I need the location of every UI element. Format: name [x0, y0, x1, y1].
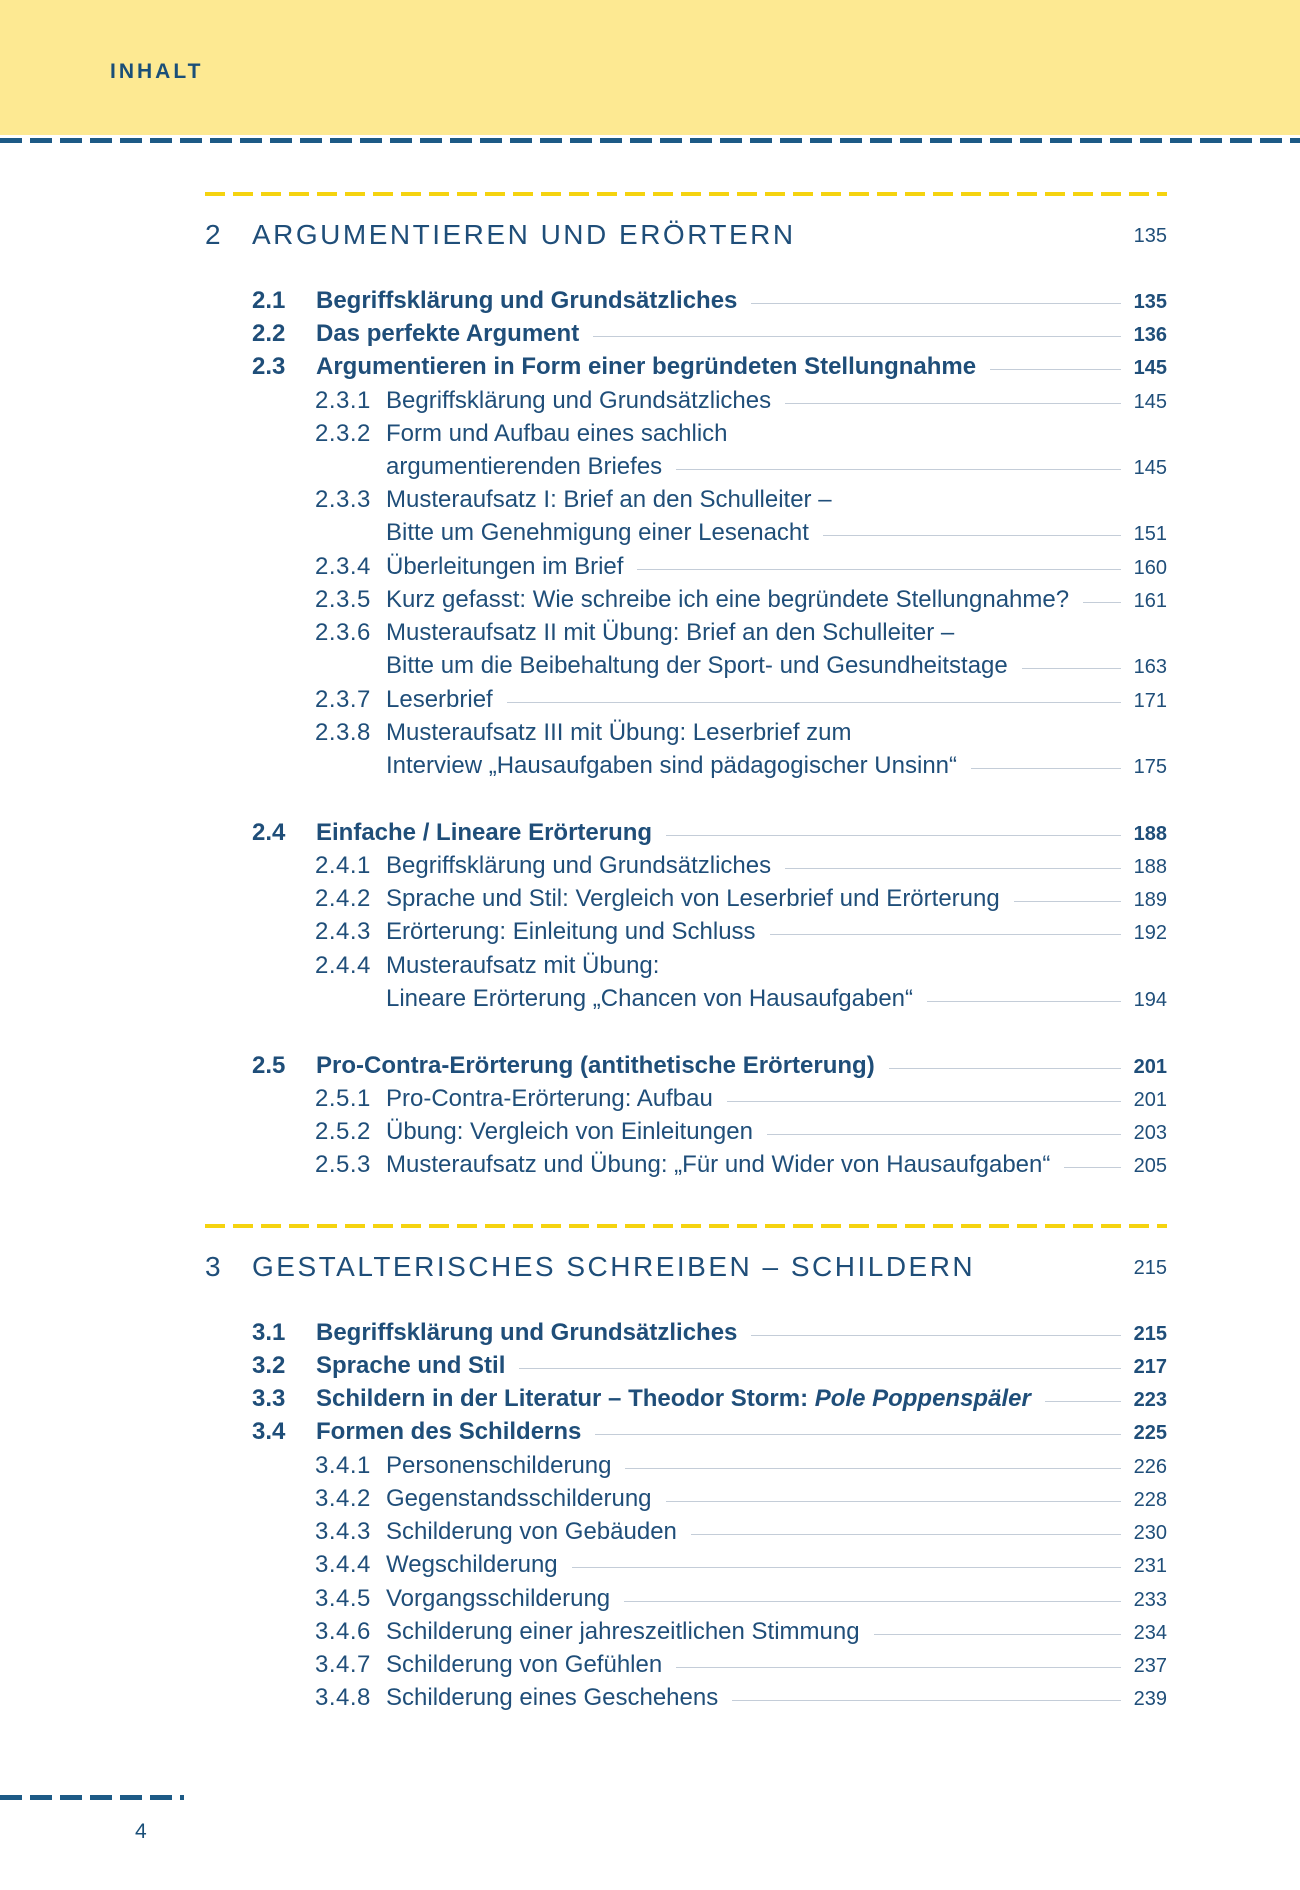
- page-ref: 228: [1133, 1489, 1167, 1511]
- chapter-number: 2: [205, 219, 223, 250]
- page-ref: 215: [1133, 1323, 1167, 1345]
- page-ref: 203: [1133, 1122, 1167, 1144]
- toc-subsection[interactable]: [315, 1618, 1167, 1652]
- subsection-number: 3.4.3: [315, 1518, 371, 1545]
- section-title: Begriffsklärung und Grundsätzliches: [316, 1319, 738, 1346]
- page-ref: 135: [1133, 225, 1167, 247]
- toc-subsection[interactable]: [315, 752, 1167, 786]
- dot-leader: [927, 1001, 1121, 1002]
- page-ref: 226: [1133, 1456, 1167, 1478]
- page-ref: 145: [1133, 357, 1167, 379]
- section-title: Sprache und Stil: [316, 1352, 506, 1379]
- section-title: [316, 1385, 1031, 1413]
- page-ref: 201: [1133, 1056, 1167, 1078]
- page-ref: 239: [1133, 1688, 1167, 1710]
- page-ref: 233: [1133, 1589, 1167, 1611]
- subsection-title-line1: Form und Aufbau eines sachlich: [386, 420, 728, 447]
- dot-leader: [823, 535, 1121, 536]
- dot-leader: [572, 1567, 1121, 1568]
- subsection-number: 2.3.5: [315, 586, 371, 613]
- toc-subsection[interactable]: [315, 1452, 1167, 1486]
- subsection-title: Schilderung einer jahreszeitlichen Stimmung: [386, 1618, 860, 1645]
- subsection-title: Schilderung eines Geschehens: [386, 1684, 719, 1711]
- section-number: 3.2: [252, 1352, 286, 1379]
- subsection-title: Personenschilderung: [386, 1452, 612, 1479]
- toc-subsection[interactable]: [315, 453, 1167, 487]
- chapter-heading[interactable]: [205, 219, 1167, 259]
- dot-leader: [676, 1667, 1121, 1668]
- dot-leader: [727, 1101, 1121, 1102]
- subsection-title-line2: Lineare Erörterung „Chancen von Hausaufgaben“: [386, 985, 914, 1012]
- page-ref: 136: [1133, 324, 1167, 346]
- page-ref: 217: [1133, 1356, 1167, 1378]
- section-title: Argumentieren in Form einer begründeten Stellungnahme: [316, 353, 977, 380]
- toc-subsection[interactable]: [315, 387, 1167, 421]
- dot-leader: [751, 1335, 1121, 1336]
- toc-subsection[interactable]: [315, 918, 1167, 952]
- page-ref: 160: [1133, 557, 1167, 579]
- toc-subsection[interactable]: [315, 1585, 1167, 1619]
- subsection-number: 2.3.8: [315, 719, 371, 746]
- section-title: Pro-Contra-Erörterung (antithetische Erörterung): [316, 1052, 875, 1079]
- dot-leader: [732, 1700, 1121, 1701]
- page-ref: 205: [1133, 1155, 1167, 1177]
- subsection-title-line2: Bitte um die Beibehaltung der Sport- und Gesundheitstage: [386, 652, 1008, 679]
- toc-subsection[interactable]: [315, 1085, 1167, 1119]
- subsection-title: Leserbrief: [386, 686, 493, 713]
- subsection-title: Pro-Contra-Erörterung: Aufbau: [386, 1085, 713, 1112]
- subsection-number: 3.4.6: [315, 1618, 371, 1645]
- subsection-title: Kurz gefasst: Wie schreibe ich eine begründete Stellungnahme?: [386, 586, 1070, 613]
- toc-section[interactable]: [252, 819, 1167, 853]
- toc-subsection[interactable]: [315, 852, 1167, 886]
- subsection-title: Erörterung: Einleitung und Schluss: [386, 918, 756, 945]
- dot-leader: [1014, 901, 1121, 902]
- dot-leader: [676, 469, 1121, 470]
- page-ref: 230: [1133, 1522, 1167, 1544]
- subsection-title: Musteraufsatz und Übung: „Für und Wider von Hausaufgaben“: [386, 1151, 1051, 1178]
- chapter-number: 3: [205, 1251, 223, 1282]
- dot-leader: [637, 569, 1121, 570]
- page-ref: 231: [1133, 1555, 1167, 1577]
- toc-section[interactable]: [252, 353, 1167, 387]
- subsection-title-line1: Musteraufsatz mit Übung:: [386, 952, 660, 979]
- dot-leader: [1064, 1167, 1121, 1168]
- toc-subsection[interactable]: [315, 652, 1167, 686]
- section-number: 2.2: [252, 320, 286, 347]
- chapter-divider: [205, 1224, 1167, 1228]
- section-title: Begriffsklärung und Grundsätzliches: [316, 287, 738, 314]
- dot-leader: [666, 1501, 1121, 1502]
- toc-subsection[interactable]: [315, 1684, 1167, 1718]
- toc-section[interactable]: [252, 320, 1167, 354]
- dot-leader: [874, 1634, 1121, 1635]
- subsection-title: Sprache und Stil: Vergleich von Leserbrief und Erörterung: [386, 885, 1000, 912]
- subsection-number: 2.3.3: [315, 486, 371, 513]
- toc-subsection[interactable]: [315, 519, 1167, 553]
- section-number: 2.1: [252, 287, 286, 314]
- toc-subsection[interactable]: [315, 1118, 1167, 1152]
- dot-leader: [1045, 1401, 1121, 1402]
- page-number: 4: [135, 1820, 147, 1843]
- subsection-title-line1: Musteraufsatz III mit Übung: Leserbrief zum: [386, 719, 852, 746]
- subsection-title: Vorgangsschilderung: [386, 1585, 611, 1612]
- section-title: Das perfekte Argument: [316, 320, 580, 347]
- dot-leader: [507, 702, 1121, 703]
- dot-leader: [889, 1068, 1121, 1069]
- subsection-number: 3.4.4: [315, 1551, 371, 1578]
- section-title-italic: Pole Poppenspäler: [814, 1385, 1031, 1412]
- toc-subsection[interactable]: [315, 553, 1167, 587]
- section-number: 2.3: [252, 353, 286, 380]
- toc-subsection[interactable]: [315, 885, 1167, 919]
- subsection-title: Überleitungen im Brief: [386, 553, 624, 580]
- subsection-number: 3.4.5: [315, 1585, 371, 1612]
- footer-divider: [0, 1795, 184, 1800]
- toc-section[interactable]: [252, 1052, 1167, 1086]
- subsection-title-line2: Bitte um Genehmigung einer Lesenacht: [386, 519, 809, 546]
- toc-subsection[interactable]: [315, 1518, 1167, 1552]
- dot-leader: [785, 403, 1121, 404]
- subsection-number: 2.3.1: [315, 387, 371, 414]
- toc-subsection[interactable]: [315, 586, 1167, 620]
- page-ref: 223: [1133, 1389, 1167, 1411]
- toc-section[interactable]: [252, 1385, 1167, 1419]
- section-title: Formen des Schilderns: [316, 1418, 582, 1445]
- page-ref: 201: [1133, 1089, 1167, 1111]
- section-number: 2.4: [252, 819, 286, 846]
- subsection-title-line2: Interview „Hausaufgaben sind pädagogischer Unsinn“: [386, 752, 958, 779]
- subsection-number: 2.3.2: [315, 420, 371, 447]
- header-label: INHALT: [110, 60, 204, 83]
- section-title: Einfache / Lineare Erörterung: [316, 819, 653, 846]
- page-ref: 151: [1133, 523, 1167, 545]
- subsection-number: 2.4.3: [315, 918, 371, 945]
- subsection-number: 2.3.7: [315, 686, 371, 713]
- page-ref: 145: [1133, 391, 1167, 413]
- page-ref: 188: [1133, 823, 1167, 845]
- subsection-title: Gegenstandsschilderung: [386, 1485, 652, 1512]
- subsection-number: 3.4.8: [315, 1684, 371, 1711]
- toc-subsection[interactable]: [315, 985, 1167, 1019]
- dot-leader: [691, 1534, 1121, 1535]
- page-ref: 161: [1133, 590, 1167, 612]
- subsection-number: 2.5.2: [315, 1118, 371, 1145]
- subsection-number: 3.4.2: [315, 1485, 371, 1512]
- dot-leader: [971, 768, 1121, 769]
- page-ref: 135: [1133, 291, 1167, 313]
- toc-subsection[interactable]: [315, 686, 1167, 720]
- dot-leader: [595, 1434, 1121, 1435]
- toc-subsection[interactable]: [315, 1651, 1167, 1685]
- section-number: 2.5: [252, 1052, 286, 1079]
- dot-leader: [990, 369, 1121, 370]
- toc-section[interactable]: [252, 287, 1167, 321]
- subsection-title: Wegschilderung: [386, 1551, 558, 1578]
- page-ref: 194: [1133, 989, 1167, 1011]
- dot-leader: [767, 1134, 1121, 1135]
- chapter-divider: [205, 192, 1167, 196]
- section-title-text: Schildern in der Literatur – Theodor Storm:: [316, 1385, 815, 1412]
- dot-leader: [1022, 668, 1121, 669]
- dot-leader: [666, 835, 1121, 836]
- chapter-heading[interactable]: [205, 1251, 1167, 1291]
- subsection-number: 2.4.4: [315, 952, 371, 979]
- page-ref: 188: [1133, 856, 1167, 878]
- toc-section[interactable]: [252, 1352, 1167, 1386]
- dot-leader: [625, 1468, 1121, 1469]
- toc-section[interactable]: [252, 1319, 1167, 1353]
- subsection-number: 3.4.1: [315, 1452, 371, 1479]
- dot-leader: [1083, 602, 1121, 603]
- dot-leader: [624, 1601, 1121, 1602]
- page-ref: 145: [1133, 457, 1167, 479]
- subsection-title-line1: Musteraufsatz II mit Übung: Brief an den Schulleiter –: [386, 619, 955, 646]
- subsection-number: 2.5.3: [315, 1151, 371, 1178]
- toc-subsection[interactable]: [315, 1551, 1167, 1585]
- header-divider: [0, 138, 1300, 143]
- subsection-title-line1: Musteraufsatz I: Brief an den Schulleiter –: [386, 486, 832, 513]
- dot-leader: [770, 934, 1121, 935]
- subsection-number: 2.3.4: [315, 553, 371, 580]
- section-number: 3.4: [252, 1418, 286, 1445]
- subsection-number: 2.4.2: [315, 885, 371, 912]
- page-ref: 234: [1133, 1622, 1167, 1644]
- subsection-number: 2.5.1: [315, 1085, 371, 1112]
- chapter-title: GESTALTERISCHES SCHREIBEN – SCHILDERN: [252, 1251, 976, 1282]
- dot-leader: [785, 868, 1121, 869]
- dot-leader: [519, 1368, 1121, 1369]
- subsection-title-line2: argumentierenden Briefes: [386, 453, 663, 480]
- section-number: 3.1: [252, 1319, 286, 1346]
- page-ref: 175: [1133, 756, 1167, 778]
- dot-leader: [751, 303, 1121, 304]
- page-ref: 189: [1133, 889, 1167, 911]
- dot-leader: [593, 336, 1121, 337]
- page-ref: 225: [1133, 1422, 1167, 1444]
- subsection-title: Schilderung von Gefühlen: [386, 1651, 663, 1678]
- subsection-title: Übung: Vergleich von Einleitungen: [386, 1118, 753, 1145]
- subsection-number: 2.3.6: [315, 619, 371, 646]
- page-ref: 237: [1133, 1655, 1167, 1677]
- subsection-title: Begriffsklärung und Grundsätzliches: [386, 387, 772, 414]
- toc-subsection[interactable]: [315, 1485, 1167, 1519]
- page-ref: 163: [1133, 656, 1167, 678]
- subsection-title: Begriffsklärung und Grundsätzliches: [386, 852, 772, 879]
- page-ref: 192: [1133, 922, 1167, 944]
- page-ref: 171: [1133, 690, 1167, 712]
- page-ref: 215: [1133, 1257, 1167, 1279]
- subsection-number: 3.4.7: [315, 1651, 371, 1678]
- toc-subsection[interactable]: [315, 1151, 1167, 1185]
- toc-section[interactable]: [252, 1418, 1167, 1452]
- chapter-title: ARGUMENTIEREN UND ERÖRTERN: [252, 219, 796, 250]
- subsection-title: Schilderung von Gebäuden: [386, 1518, 677, 1545]
- section-number: 3.3: [252, 1385, 286, 1412]
- subsection-number: 2.4.1: [315, 852, 371, 879]
